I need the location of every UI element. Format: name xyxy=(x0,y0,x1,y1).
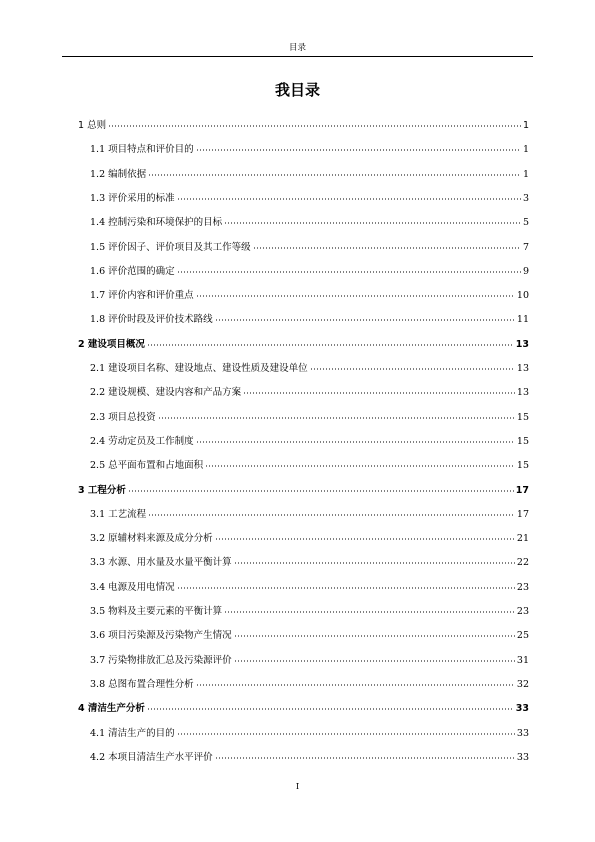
dot-leader xyxy=(196,289,515,297)
toc-entry-title: 1 总则 xyxy=(78,120,107,131)
dot-leader xyxy=(215,751,515,759)
toc-entry-page: 22 xyxy=(516,557,529,569)
toc-entry[interactable] xyxy=(90,556,529,569)
toc-entry-page: 9 xyxy=(522,265,529,277)
toc-entry[interactable] xyxy=(90,581,529,594)
toc-entry-title: 4.2 本项目清洁生产水平评价 xyxy=(90,751,213,763)
dot-leader xyxy=(148,168,521,176)
toc-entry-page: 33 xyxy=(515,703,529,715)
dot-leader xyxy=(158,411,515,419)
toc-entry-page: 33 xyxy=(516,751,529,763)
dot-leader xyxy=(234,654,515,662)
toc-entry[interactable] xyxy=(78,484,529,497)
toc-entry[interactable] xyxy=(90,411,529,424)
toc-entry-page: 23 xyxy=(516,581,529,593)
toc-entry-title: 3.4 电源及用电情况 xyxy=(90,581,175,593)
toc-entry[interactable] xyxy=(90,241,529,254)
dot-leader xyxy=(234,629,515,637)
dot-leader xyxy=(205,459,515,467)
toc-entry-title: 1.3 评价采用的标准 xyxy=(90,192,175,204)
toc-entry[interactable] xyxy=(90,629,529,642)
toc-entry-page: 25 xyxy=(516,630,529,642)
dot-leader xyxy=(177,727,515,735)
toc-entry[interactable] xyxy=(90,435,529,448)
page-number: I xyxy=(295,782,300,792)
dot-leader xyxy=(177,581,515,589)
toc-entry-page: 31 xyxy=(516,654,529,666)
toc-entry-page: 15 xyxy=(516,460,529,472)
toc-entry[interactable] xyxy=(90,459,529,472)
toc-entry-title: 1.6 评价范围的确定 xyxy=(90,265,175,277)
toc-entry-title: 4.1 清洁生产的目的 xyxy=(90,727,175,739)
toc-entry-title: 2.2 建设规模、建设内容和产品方案 xyxy=(90,387,242,399)
dot-leader xyxy=(108,119,521,127)
toc-entry-page: 13 xyxy=(516,387,529,399)
dot-leader xyxy=(215,532,515,540)
dot-leader xyxy=(147,338,514,346)
dot-leader xyxy=(177,265,521,273)
toc-entry-page: 3 xyxy=(522,192,529,204)
toc-entry[interactable] xyxy=(90,532,529,545)
toc-entry-title: 3.8 总图布置合理性分析 xyxy=(90,678,194,690)
toc-entry-page: 21 xyxy=(516,533,529,545)
toc-entry-page: 1 xyxy=(522,144,529,156)
page-title: 我目录 xyxy=(274,81,320,99)
toc-entry[interactable] xyxy=(90,313,529,326)
toc-entry[interactable] xyxy=(90,605,529,618)
dot-leader xyxy=(215,313,515,321)
toc-entry[interactable] xyxy=(90,216,529,229)
dot-leader xyxy=(253,241,521,249)
dot-leader xyxy=(196,435,515,443)
dot-leader xyxy=(177,192,521,200)
toc-entry[interactable] xyxy=(78,702,529,715)
toc-entry-title: 1.2 编制依据 xyxy=(90,168,147,180)
toc-entry[interactable] xyxy=(90,654,529,667)
dot-leader xyxy=(243,386,515,394)
dot-leader xyxy=(196,678,515,686)
toc-entry-page: 15 xyxy=(516,411,529,423)
toc-entry-page: 11 xyxy=(516,314,529,326)
toc-entry-title: 1.5 评价因子、评价项目及其工作等级 xyxy=(90,241,251,253)
toc-entry-page: 1 xyxy=(522,120,529,131)
toc-entry-page: 1 xyxy=(522,168,529,180)
toc-entry[interactable] xyxy=(90,508,529,521)
toc-entry-page: 33 xyxy=(516,727,529,739)
toc-entry[interactable] xyxy=(90,362,529,375)
toc-entry-page: 23 xyxy=(516,606,529,617)
toc-entry[interactable] xyxy=(90,751,529,764)
toc-entry-title: 1.4 控制污染和环境保护的目标 xyxy=(90,217,223,229)
toc-entry[interactable] xyxy=(90,727,529,740)
toc-entry[interactable] xyxy=(90,192,529,205)
toc-entry[interactable] xyxy=(90,168,529,181)
toc-entry-title: 1.1 项目特点和评价目的 xyxy=(90,144,194,156)
toc-entry-title: 1.7 评价内容和评价重点 xyxy=(90,290,194,302)
dot-leader xyxy=(128,484,514,492)
dot-leader xyxy=(148,508,515,516)
dot-leader xyxy=(224,216,521,224)
toc-entry-title: 2.3 项目总投资 xyxy=(90,411,156,423)
toc-entry-title: 3.5 物料及主要元素的平衡计算 xyxy=(90,606,223,617)
toc-entry-title: 2.4 劳动定员及工作制度 xyxy=(90,435,194,447)
dot-leader xyxy=(196,143,521,151)
toc-entry[interactable] xyxy=(90,678,529,691)
toc-entry-title: 3.2 原辅材料来源及成分分析 xyxy=(90,533,213,545)
toc-entry-title: 3.7 污染物排放汇总及污染源评价 xyxy=(90,654,232,666)
toc-entry-page: 15 xyxy=(516,435,529,447)
toc-entry-title: 2.5 总平面布置和占地面积 xyxy=(90,460,204,472)
toc-entry-title: 3.6 项目污染源及污染物产生情况 xyxy=(90,630,232,642)
toc-entry[interactable] xyxy=(78,119,529,132)
toc-entry-page: 13 xyxy=(515,338,529,350)
toc-entry-page: 7 xyxy=(522,241,529,253)
toc-entry-page: 5 xyxy=(522,217,529,229)
dot-leader xyxy=(224,605,515,613)
toc-entry-page: 10 xyxy=(516,290,529,302)
toc-entry-title: 2 建设项目概况 xyxy=(78,338,145,350)
toc-entry[interactable] xyxy=(90,265,529,278)
toc-entry-title: 3 工程分析 xyxy=(78,484,126,496)
toc-entry-title: 3.3 水源、用水量及水量平衡计算 xyxy=(90,557,232,569)
toc-entry-title: 2.1 建设项目名称、建设地点、建设性质及建设单位 xyxy=(90,363,308,374)
dot-leader xyxy=(147,702,514,710)
toc-entry[interactable] xyxy=(78,338,529,351)
toc-entry-title: 4 清洁生产分析 xyxy=(78,703,145,715)
toc-entry[interactable] xyxy=(90,289,529,302)
toc-entry-title: 3.1 工艺流程 xyxy=(90,508,147,520)
toc-entry-page: 32 xyxy=(516,678,529,690)
toc-entry-page: 13 xyxy=(516,363,529,374)
toc-entry-page: 17 xyxy=(516,508,529,520)
toc-entry-title: 1.8 评价时段及评价技术路线 xyxy=(90,314,213,326)
dot-leader xyxy=(310,362,515,370)
toc-entry-page: 17 xyxy=(515,484,529,496)
toc-entry[interactable] xyxy=(90,386,529,399)
toc-entry[interactable] xyxy=(90,143,529,156)
dot-leader xyxy=(234,556,515,564)
running-header: 目录 xyxy=(62,42,533,57)
